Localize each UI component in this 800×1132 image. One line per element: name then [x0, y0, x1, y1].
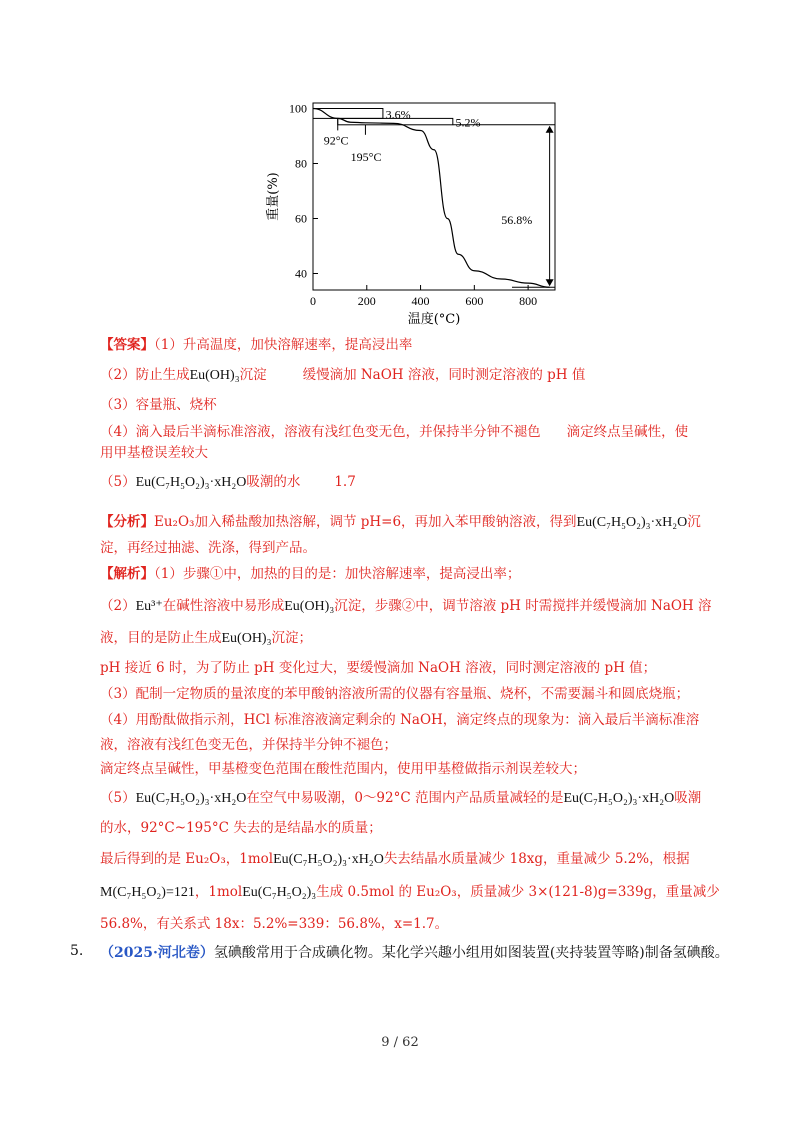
formula-eu-ion: Eu³⁺: [135, 599, 163, 614]
explain-line-9: [100, 788, 720, 809]
x-tick-label: 600: [465, 294, 484, 308]
explain-line-4: [100, 658, 720, 678]
analysis-tag: 【分析】: [100, 514, 154, 530]
explain-line-5: [100, 684, 720, 704]
y-tick-label: 80: [295, 156, 307, 171]
explain-line-13: [100, 914, 720, 934]
loss-arrow-head-up: [546, 126, 554, 133]
explain-step-5c: 吸潮: [674, 790, 702, 806]
analysis-text-3: 淀，再经过抽滤、洗涤，得到产品。: [100, 540, 316, 556]
explain-step-2e: 沉淀；: [271, 630, 312, 646]
analysis-line-1: [100, 512, 720, 533]
explain-step-4b: 液，溶液有浅红色变无色，并保持半分钟不褪色；: [100, 737, 397, 753]
answer-part-5c: 1.7: [334, 474, 356, 490]
answer-line-3: [100, 395, 720, 415]
question-5-line: [100, 943, 729, 963]
answer-part-2b: 沉淀: [239, 367, 267, 383]
formula-eu-oh-3: Eu(OH)₃: [221, 631, 272, 646]
explain-line-7: [100, 735, 720, 755]
formula-eu-oh-2: Eu(OH)₃: [284, 599, 335, 614]
explain-tag: 【解析】: [100, 566, 154, 582]
y-tick-label: 60: [295, 211, 307, 226]
explain-line-8: [100, 759, 720, 779]
x-tick-label: 0: [310, 294, 316, 308]
explain-step-5b: 在空气中易吸潮，0～92°C 范围内产品质量减轻的是: [246, 790, 564, 806]
explain-step-2d: 液，目的是防止生成: [100, 630, 222, 646]
formula-eu-benzoate-4: Eu(C₇H₅O₂)₃·xH₂O: [563, 791, 675, 806]
answer-part-4a: （4）滴入最后半滴标准溶液，溶液有浅红色变无色，并保持半分钟不褪色: [100, 424, 541, 440]
explain-step-2a: （2）: [100, 598, 136, 614]
explain-line-10: [100, 818, 720, 838]
page-number: 9 / 62: [381, 1035, 419, 1050]
formula-eu-oh: Eu(OH)₃: [189, 368, 240, 383]
tga-chart: [255, 95, 575, 335]
answer-line-1: [100, 335, 720, 355]
answer-part-2c: 缓慢滴加 NaOH 溶液，同时测定溶液的 pH 值: [302, 367, 586, 383]
tga-curve-figure: [255, 95, 575, 335]
formula-eu-benzoate-2: Eu(C₇H₅O₂)₃·xH₂O: [576, 515, 688, 530]
answer-part-1: （1）升高温度，加快溶解速率，提高浸出率: [154, 337, 413, 353]
answer-part-4c: 用甲基橙误差较大: [100, 445, 208, 461]
explain-step-5i: 56.8%，有关系式 18x：5.2%=339：56.8%，x=1.7。: [100, 916, 449, 932]
y-axis-label: 重量(%): [266, 172, 281, 221]
x-tick-label: 800: [519, 294, 538, 308]
temp-195-label: 195°C: [350, 149, 382, 164]
explain-step-5a: （5）: [100, 790, 136, 806]
question-5-number: 5.: [70, 943, 84, 959]
question-5-source: （2025·河北卷）: [100, 945, 214, 961]
answer-part-4b: 滴定终点呈碱性，使: [566, 424, 689, 440]
formula-eu-benzoate-3: Eu(C₇H₅O₂)₃·xH₂O: [135, 791, 247, 806]
explain-step-2f: pH 接近 6 时，为了防止 pH 变化过大，要缓慢滴加 NaOH 溶液，同时测定溶液的 pH 值；: [100, 660, 657, 676]
explain-line-11: [100, 849, 720, 870]
analysis-text-2: 沉: [687, 514, 701, 530]
formula-eu-benzoate-anhydrous: Eu(C₇H₅O₂)₃: [242, 885, 317, 900]
explain-step-5h: 生成 0.5mol 的 Eu₂O₃，质量减少 3×(121-8)g=339g，重量减少: [316, 884, 720, 900]
explain-line-2: [100, 596, 720, 617]
y-tick-label: 40: [295, 266, 307, 281]
step-1-box: [313, 109, 383, 119]
step-3-loss-label: 56.8%: [501, 213, 533, 227]
formula-eu-benzoate-5: Eu(C₇H₅O₂)₃·xH₂O: [273, 852, 384, 867]
answer-line-4-cont: [100, 443, 720, 463]
answer-line-2: [100, 365, 720, 386]
explain-step-2c: 沉淀，步骤②中，调节溶液 pH 时需搅拌并缓慢滴加 NaOH 溶: [334, 598, 712, 614]
explain-step-5e: 最后得到的是 Eu₂O₃，1mol: [100, 851, 274, 867]
formula-molar-mass: M(C₇H₅O₂)=121: [100, 885, 195, 900]
explain-step-2b: 在碱性溶液中易形成: [162, 598, 285, 614]
answer-part-3: （3）容量瓶、烧杯: [100, 397, 217, 413]
explain-line-1: [100, 564, 720, 584]
x-tick-label: 200: [357, 294, 376, 308]
answer-part-2a: （2）防止生成: [100, 367, 190, 383]
explain-step-4c: 滴定终点呈碱性，甲基橙变色范围在酸性范围内，使用甲基橙做指示剂误差较大；: [100, 761, 586, 777]
explain-step-5f: 失去结晶水质量减少 18xg，重量减少 5.2%，根据: [383, 851, 690, 867]
step-1-loss-label: 3.6%: [385, 107, 411, 122]
temp-92-label: 92°C: [323, 133, 349, 148]
question-5-text: 氢碘酸常用于合成碘化物。某化学兴趣小组用如图装置(夹持装置等略)制备氢碘酸。: [213, 945, 729, 961]
explain-step-4a: （4）用酚酞做指示剂，HCl 标准溶液滴定剩余的 NaOH，滴定终点的现象为：滴入最后半滴标准溶: [100, 712, 700, 728]
formula-eu-benzoate: Eu(C₇H₅O₂)₃·xH₂O: [135, 475, 247, 490]
y-tick-label: 100: [289, 101, 307, 116]
analysis-text-1: Eu₂O₃加入稀盐酸加热溶解，调节 pH=6，再加入苯甲酸钠溶液，得到: [154, 514, 577, 530]
answer-tag: 【答案】: [100, 337, 154, 353]
x-tick-label: 400: [411, 294, 430, 308]
x-axis-label: 温度(°C): [407, 312, 461, 327]
explain-step-1: （1）步骤①中，加热的目的是：加快溶解速率，提高浸出率；: [154, 566, 521, 582]
explain-step-5d: 的水，92°C~195°C 失去的是结晶水的质量；: [100, 820, 382, 836]
explain-line-3: [100, 628, 720, 649]
answer-part-5b: 吸潮的水: [246, 474, 301, 490]
answer-line-4: [100, 422, 720, 442]
explain-step-5g: ，1mol: [194, 884, 243, 900]
analysis-line-2: [100, 538, 720, 558]
answer-part-5a: （5）: [100, 474, 136, 490]
answer-line-5: [100, 472, 720, 493]
explain-line-12: [100, 882, 720, 903]
plot-frame: [313, 103, 555, 290]
step-2-loss-label: 5.2%: [455, 115, 481, 130]
loss-arrow-head-down: [546, 279, 554, 286]
explain-step-3: （3）配制一定物质的量浓度的苯甲酸钠溶液所需的仪器有容量瓶、烧杯，不需要漏斗和圆底烧瓶；: [100, 686, 690, 702]
explain-line-6: [100, 710, 720, 730]
